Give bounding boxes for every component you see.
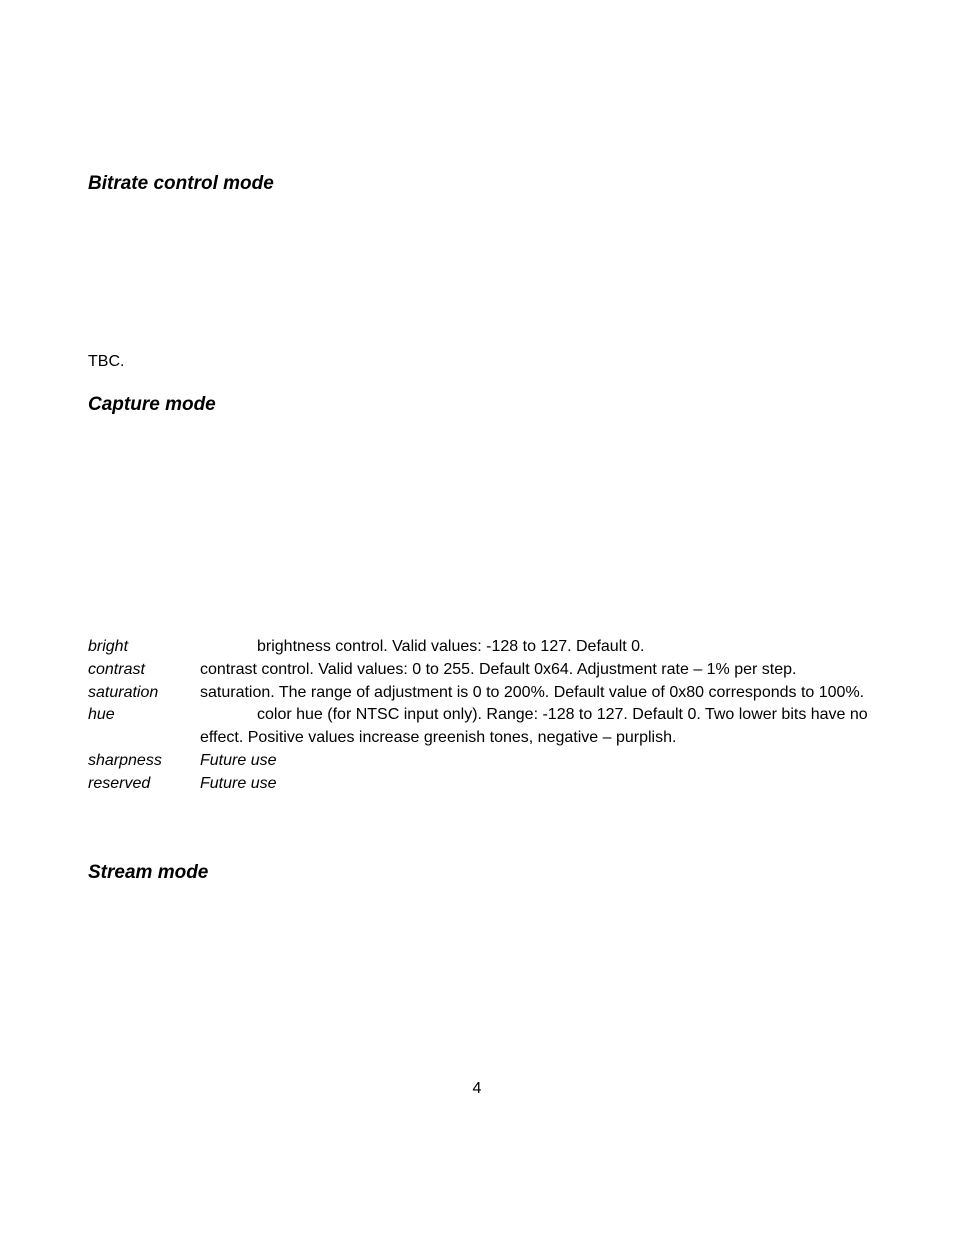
param-row-reserved <box>88 773 878 796</box>
param-description: Future use <box>200 751 277 769</box>
param-description: contrast control. Valid values: 0 to 255. Default 0x64. Adjustment rate – 1% per step. <box>200 660 797 678</box>
param-description: saturation. The range of adjustment is 0 to 200%. Default value of 0x80 corresponds to 100%. <box>200 683 865 701</box>
param-description: brightness control. Valid values: -128 to 127. Default 0. <box>257 638 645 655</box>
parameter-list <box>88 636 878 796</box>
param-description: color hue (for NTSC input only). Range: -128 to 127. Default 0. Two lower bits have no effect. Positive values increase greenish tones, negative – purplish. <box>200 706 868 747</box>
param-row-bright <box>88 636 878 659</box>
section-heading-stream-mode: Stream mode <box>88 862 209 883</box>
param-row-contrast <box>88 659 878 682</box>
param-description: Future use <box>200 774 277 792</box>
param-name: reserved <box>88 774 151 792</box>
param-name: hue <box>88 706 115 724</box>
tbc-text: TBC. <box>88 353 125 370</box>
param-row-saturation <box>88 682 878 705</box>
param-name: bright <box>88 638 129 655</box>
param-row-sharpness <box>88 750 878 773</box>
section-heading-bitrate-control-mode: Bitrate control mode <box>88 173 274 194</box>
page-number: 4 <box>472 1080 482 1097</box>
param-row-hue <box>88 704 878 750</box>
param-name: sharpness <box>88 751 162 769</box>
section-heading-capture-mode: Capture mode <box>88 394 216 415</box>
param-name: contrast <box>88 660 145 678</box>
param-name: saturation <box>88 683 159 701</box>
